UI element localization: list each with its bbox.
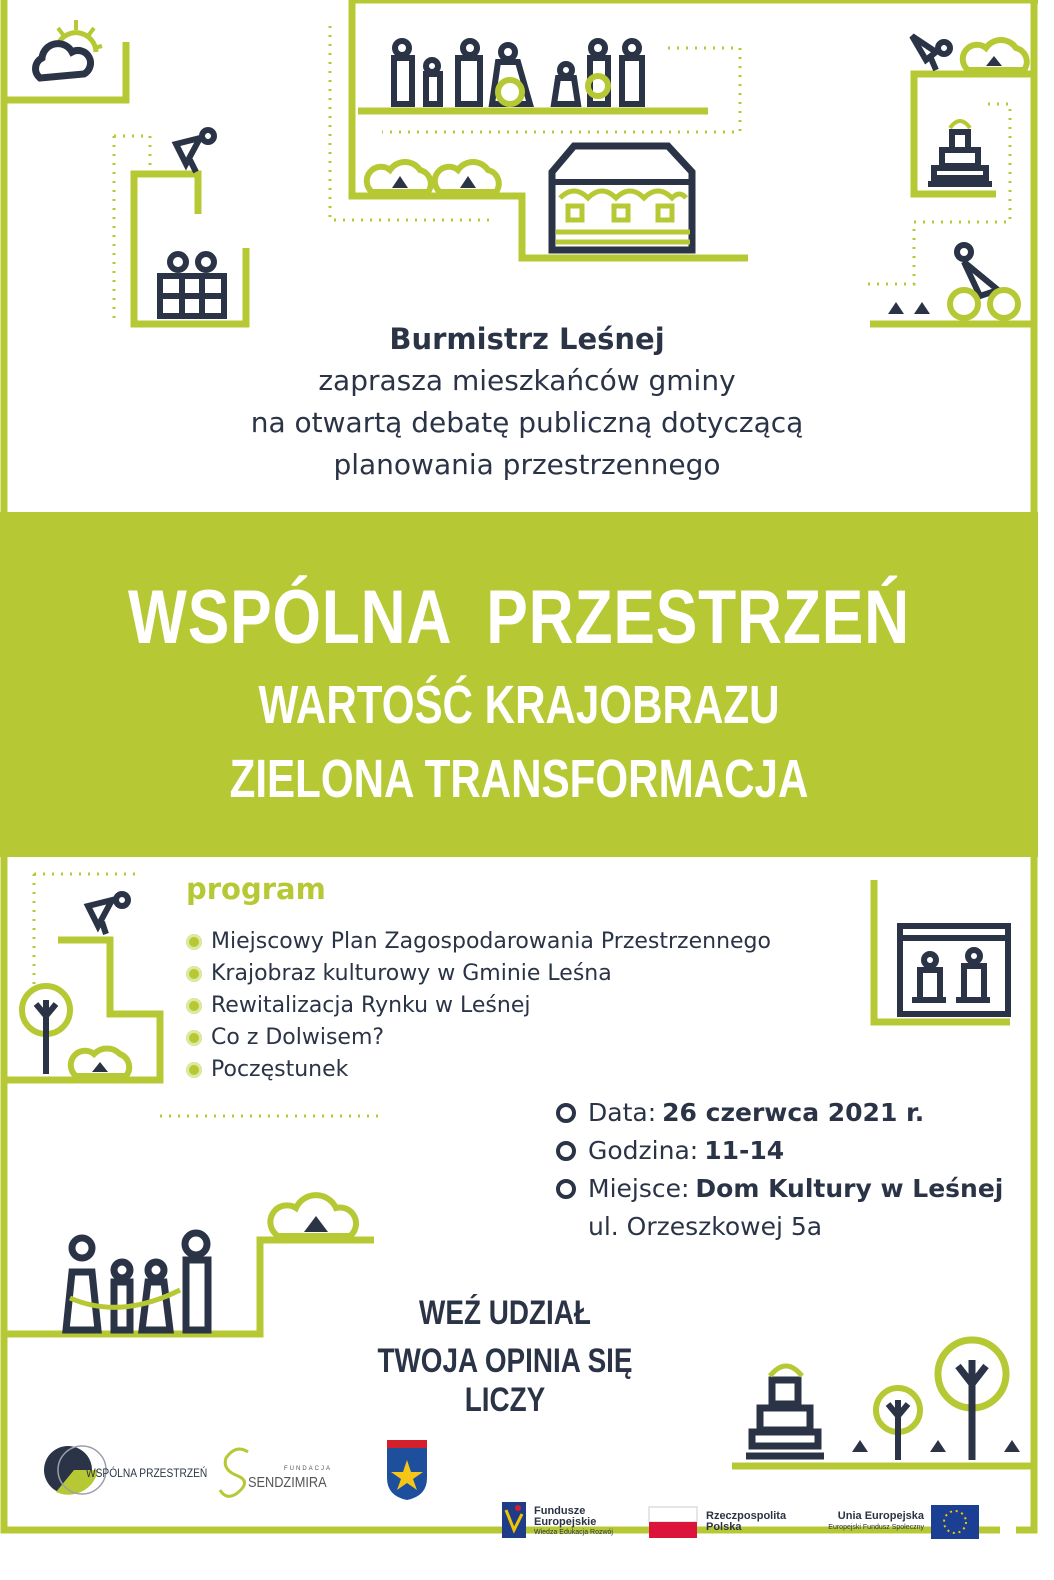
date-row <box>556 1094 1003 1132</box>
time-row <box>556 1132 1003 1170</box>
list-item <box>186 1054 771 1086</box>
program-list <box>186 926 771 1086</box>
program-item-label: Poczęstunek <box>211 1057 349 1082</box>
program-item-label: Rewitalizacja Rynku w Leśnej <box>211 993 531 1018</box>
list-item <box>186 958 771 990</box>
fundusze-logo-mark <box>502 1502 526 1538</box>
fe-line: Wiedza Edukacja Rozwój <box>534 1529 613 1536</box>
list-item <box>186 990 771 1022</box>
eu-flag-icon <box>931 1505 979 1539</box>
bullet-icon <box>186 934 202 950</box>
sendzimira-text: SENDZIMIRA <box>248 1474 327 1491</box>
ue-text <box>818 1510 924 1533</box>
fe-line: Fundusze <box>534 1505 586 1517</box>
sendzimira-logo-mark <box>220 1449 248 1496</box>
list-item <box>186 1022 771 1054</box>
bullet-icon <box>186 966 202 982</box>
bullet-icon <box>186 1030 202 1046</box>
cta-line-2: TWOJA OPINIA SIĘ LICZY <box>377 1342 633 1419</box>
event-details <box>556 1094 1003 1246</box>
program-item-label: Miejscowy Plan Zagospodarowania Przestrzennego <box>211 929 771 954</box>
ring-bullet-icon <box>556 1103 576 1123</box>
organizer-name: Burmistrz Leśnej <box>389 322 665 356</box>
tree-icon <box>22 986 70 1074</box>
program-heading: program <box>186 872 326 906</box>
wspolna-logo-text: WSPÓLNA PRZESTRZEŃ <box>86 1466 208 1480</box>
ue-line: Europejski Fundusz Społeczny <box>828 1524 924 1531</box>
rp-line: Polska <box>706 1521 742 1533</box>
bullet-icon <box>186 1062 202 1078</box>
time-label: Godzina: <box>588 1136 699 1165</box>
fe-text <box>534 1506 613 1538</box>
place-value: Dom Kultury w Leśnej <box>695 1174 1004 1203</box>
bullet-icon <box>186 998 202 1014</box>
house-icon <box>552 146 692 250</box>
invitation-line: planowania przestrzennego <box>333 448 721 481</box>
wheelbarrow-icon <box>950 245 1018 318</box>
subtitle-landscape: WARTOŚĆ KRAJOBRAZU <box>258 675 780 735</box>
ring-bullet-icon <box>556 1179 576 1199</box>
ring-bullet-icon <box>556 1141 576 1161</box>
coat-of-arms-icon <box>387 1440 427 1500</box>
date-value: 26 czerwca 2021 r. <box>662 1098 925 1127</box>
frame-right-bottom <box>1016 857 1034 1530</box>
place-row <box>556 1170 1003 1208</box>
rp-line: Rzeczpospolita <box>706 1510 787 1522</box>
ue-line: Unia Europejska <box>837 1510 924 1522</box>
title-banner <box>0 512 1038 857</box>
address-row: ul. Orzeszkowej 5a <box>588 1212 823 1241</box>
date-label: Data: <box>588 1098 657 1127</box>
program-item-label: Co z Dolwisem? <box>211 1025 385 1050</box>
place-label: Miejsce: <box>588 1174 690 1203</box>
list-item <box>186 926 771 958</box>
polish-flag-icon <box>649 1507 697 1538</box>
time-value: 11-14 <box>704 1136 785 1165</box>
program-item-label: Krajobraz kulturowy w Gminie Leśna <box>211 961 612 986</box>
invitation-line: na otwartą debatę publiczną dotyczącą <box>250 406 804 439</box>
invitation-line: zaprasza mieszkańców gminy <box>318 364 736 397</box>
sun-cloud-icon <box>36 20 102 78</box>
rp-text <box>706 1511 786 1533</box>
fe-line: Europejskie <box>534 1516 597 1528</box>
fountain-icon <box>928 132 992 184</box>
invitation-text <box>0 318 1054 486</box>
main-title: WSPÓLNA PRZESTRZEŃ <box>128 575 910 660</box>
subtitle-transformation: ZIELONA TRANSFORMACJA <box>229 749 809 809</box>
cta-line-1: WEŹ UDZIAŁ <box>419 1294 591 1332</box>
bird-icon <box>176 130 214 172</box>
swing-icon <box>900 926 1008 1014</box>
fundacja-small-text: FUNDACJA <box>284 1466 333 1472</box>
